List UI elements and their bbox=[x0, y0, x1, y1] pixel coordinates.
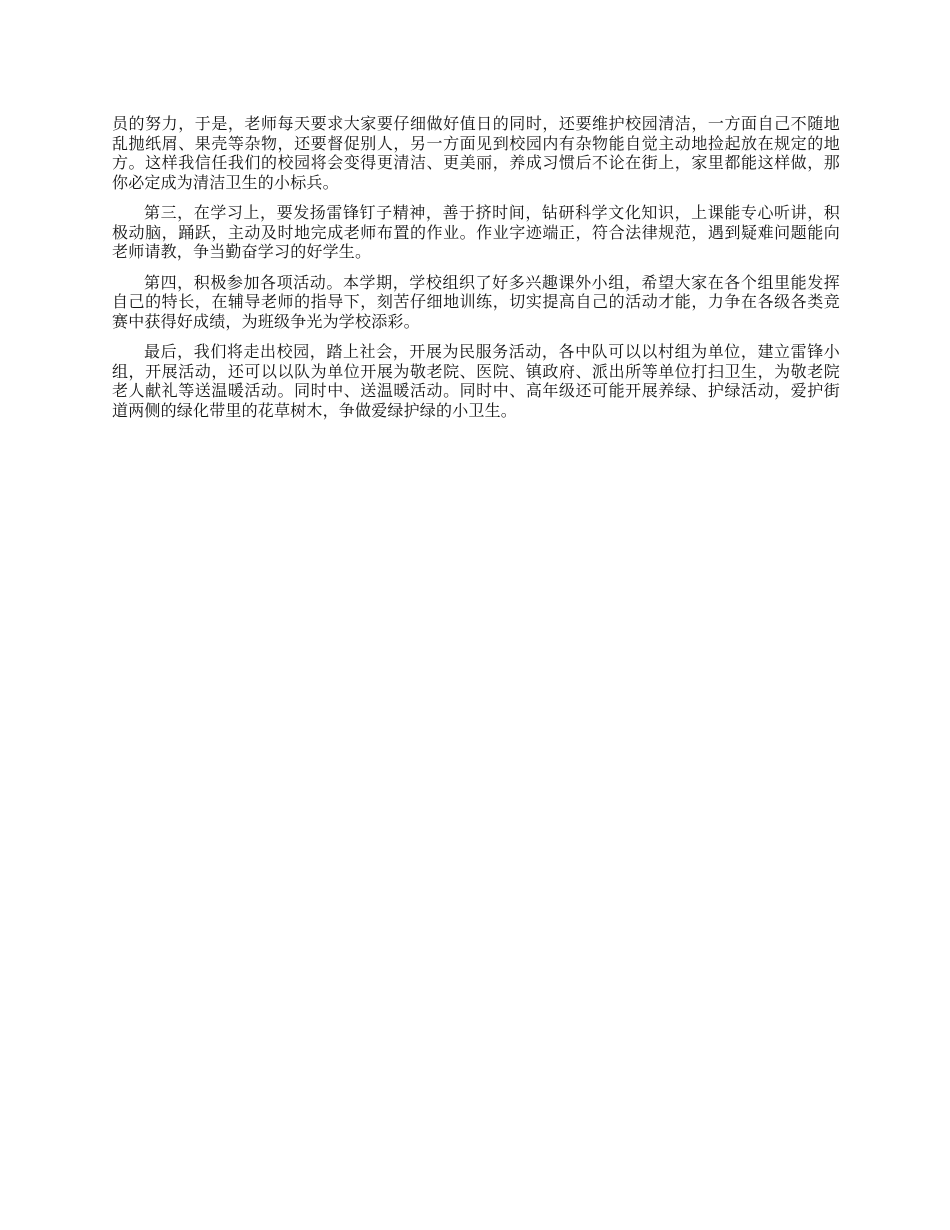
document-page bbox=[112, 114, 840, 431]
paragraph-third-point: 第三，在学习上，要发扬雷锋钉子精神，善于挤时间，钻研科学文化知识，上课能专心听讲，积极动脑，踊跃，主动及时地完成老师布置的作业。作业字迹端正，符合法律规范，遇到疑难问题能向老师请教，争当勤奋学习的好学生。 bbox=[112, 203, 840, 261]
paragraph-fourth-point: 第四，积极参加各项活动。本学期，学校组织了好多兴趣课外小组，希望大家在各个组里能发挥自己的特长，在辅导老师的指导下，刻苦仔细地训练，切实提高自己的活动才能，力争在各级各类竞赛中获得好成绩，为班级争光为学校添彩。 bbox=[112, 272, 840, 331]
paragraph-final-point: 最后，我们将走出校园，踏上社会，开展为民服务活动，各中队可以以村组为单位，建立雷锋小组，开展活动，还可以以队为单位开展为敬老院、医院、镇政府、派出所等单位打扫卫生，为敬老院老人献礼等送温暖活动。同时中、送温暖活动。同时中、高年级还可能开展养绿、护绿活动，爱护街道两侧的绿化带里的花草树木，争做爱绿护绿的小卫生。 bbox=[112, 342, 840, 420]
paragraph-continuation: 员的努力，于是，老师每天要求大家要仔细做好值日的同时，还要维护校园清洁，一方面自己不随地乱抛纸屑、果壳等杂物，还要督促别人，另一方面见到校园内有杂物能自觉主动地捡起放在规定的地方。这样我信任我们的校园将会变得更清洁、更美丽，养成习惯后不论在街上，家里都能这样做，那你必定成为清洁卫生的小标兵。 bbox=[112, 114, 840, 192]
